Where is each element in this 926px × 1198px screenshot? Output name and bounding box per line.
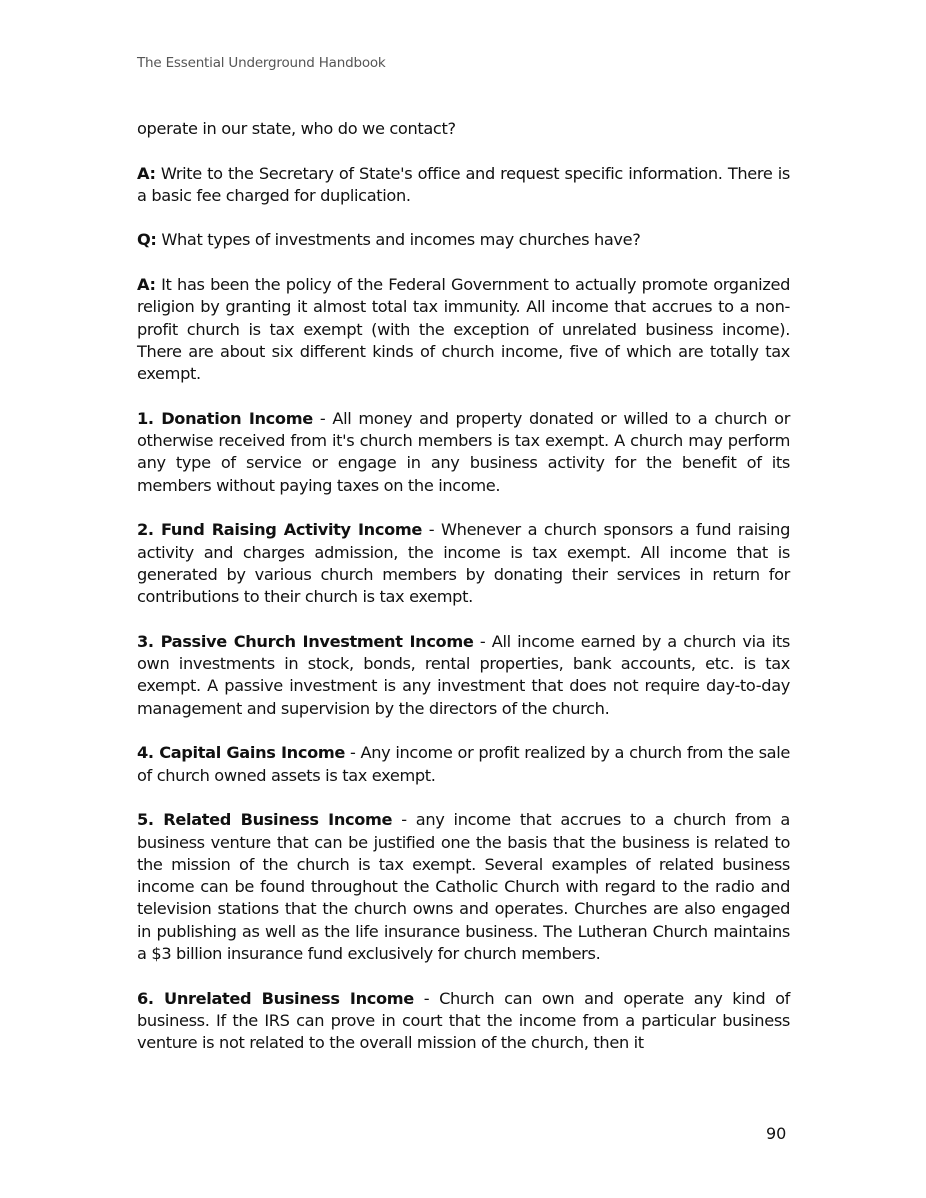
page-body <box>137 118 790 1077</box>
question-text: What types of investments and incomes may churches have? <box>156 230 641 250</box>
income-item-text: - All income earned by a church via its own investments in stock, bonds, rental properties, bank accounts, etc. is tax exempt. A passive investment is any investment that does not require day-to-day management and supervision by the directors of the church. <box>137 631 790 718</box>
income-item-title: 1. Donation Income <box>137 408 313 428</box>
income-item-title: 5. Related Business Income <box>137 810 393 830</box>
question-paragraph <box>137 229 790 251</box>
income-item-title: 3. Passive Church Investment Income <box>137 631 474 651</box>
income-item-donation <box>137 408 790 497</box>
income-item-fund-raising <box>137 519 790 608</box>
income-item-unrelated-business <box>137 988 790 1055</box>
answer-label: A: <box>137 163 156 183</box>
answer-paragraph <box>137 274 790 385</box>
income-item-capital-gains <box>137 742 790 787</box>
income-item-related-business <box>137 809 790 965</box>
answer-text: Write to the Secretary of State's office and request specific information. There is a basic fee charged for duplication. <box>137 163 790 205</box>
income-item-text: - Any income or profit realized by a church from the sale of church owned assets is tax exempt. <box>137 743 791 785</box>
income-item-text: - Whenever a church sponsors a fund raising activity and charges admission, the income is tax exempt. All income that is generated by various church members by donating their services in return for contributions to their church is tax exempt. <box>137 520 790 607</box>
income-item-text: - All money and property donated or willed to a church or otherwise received from it's church members is tax exempt. A church may perform any type of service or engage in any business activity for the benefit of its members without paying taxes on the income. <box>137 408 790 495</box>
answer-paragraph <box>137 163 790 208</box>
income-item-title: 6. Unrelated Business Income <box>137 988 414 1008</box>
question-label: Q: <box>137 230 157 250</box>
running-header: The Essential Underground Handbook <box>137 55 386 71</box>
income-item-passive-investment <box>137 631 790 720</box>
answer-label: A: <box>137 275 156 295</box>
answer-text: It has been the policy of the Federal Government to actually promote organized religion by granting it almost total tax immunity. All income that accrues to a non-profit church is tax exempt (with the exception of unrelated business income). There are about six different kinds of church income, five of which are totally tax exempt. <box>137 275 790 384</box>
income-item-title: 4. Capital Gains Income <box>137 743 346 763</box>
income-item-text: - any income that accrues to a church from a business venture that can be justified one the basis that the business is related to the mission of the church is tax exempt. Several examples of related business income can be found throughout the Catholic Church with regard to the radio and television stations that the church owns and operates. Churches are also engaged in publishing as well as the life insurance business. The Lutheran Church maintains a $3 billion insurance fund exclusively for church members. <box>137 810 790 963</box>
page-number: 90 <box>766 1124 787 1143</box>
income-item-title: 2. Fund Raising Activity Income <box>137 520 422 540</box>
continuation-paragraph: operate in our state, who do we contact? <box>137 119 456 138</box>
income-item-text: - Church can own and operate any kind of business. If the IRS can prove in court that the income from a particular business venture is not related to the overall mission of the church, then it <box>137 988 790 1053</box>
